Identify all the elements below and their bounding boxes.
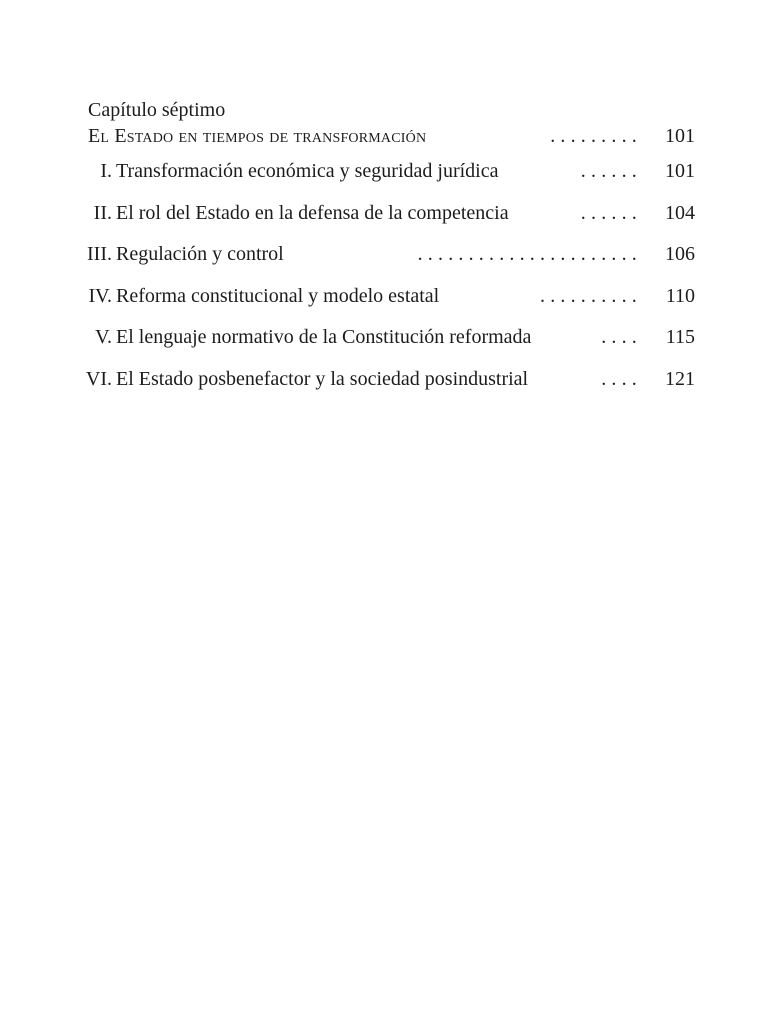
- dot-leader: ..........: [540, 285, 642, 307]
- entry-numeral: II.: [93, 202, 112, 224]
- entry-numeral: IV.: [88, 285, 112, 307]
- toc-entry: [0, 200, 768, 226]
- entry-title: Regulación y control: [116, 243, 284, 265]
- dot-leader: .........: [550, 125, 642, 147]
- entry-numeral: V.: [95, 326, 112, 348]
- entry-page-number: 121: [665, 368, 695, 390]
- entry-page-number: 101: [665, 160, 695, 182]
- dot-leader: ......: [580, 202, 642, 224]
- chapter-title-row: [0, 123, 768, 149]
- toc-entry: [0, 366, 768, 392]
- toc-entry: [0, 283, 768, 309]
- dot-leader: ......: [580, 160, 642, 182]
- chapter-label: Capítulo séptimo: [88, 99, 226, 121]
- dot-leader: ....: [601, 326, 642, 348]
- toc-entry: [0, 324, 768, 350]
- entry-title: El Estado posbenefactor y la sociedad posindustrial: [116, 368, 529, 390]
- entry-numeral: VI.: [85, 368, 112, 390]
- entry-title: El lenguaje normativo de la Constitución reformada: [116, 326, 532, 348]
- entry-numeral: III.: [87, 243, 112, 265]
- chapter-page-number: 101: [665, 125, 695, 147]
- dot-leader: ......................: [417, 243, 642, 265]
- dot-leader: ....: [601, 368, 642, 390]
- entry-title: Reforma constitucional y modelo estatal: [116, 285, 440, 307]
- entry-title: El rol del Estado en la defensa de la competencia: [116, 202, 509, 224]
- toc-entry: [0, 158, 768, 184]
- entry-page-number: 106: [665, 243, 695, 265]
- toc-entry: [0, 241, 768, 267]
- entry-title: Transformación económica y seguridad jurídica: [116, 160, 499, 182]
- chapter-title: El Estado en tiempos de transformación: [88, 125, 427, 147]
- entry-numeral: I.: [100, 160, 112, 182]
- entry-page-number: 110: [665, 285, 695, 307]
- entry-page-number: 104: [665, 202, 695, 224]
- entry-page-number: 115: [665, 326, 695, 348]
